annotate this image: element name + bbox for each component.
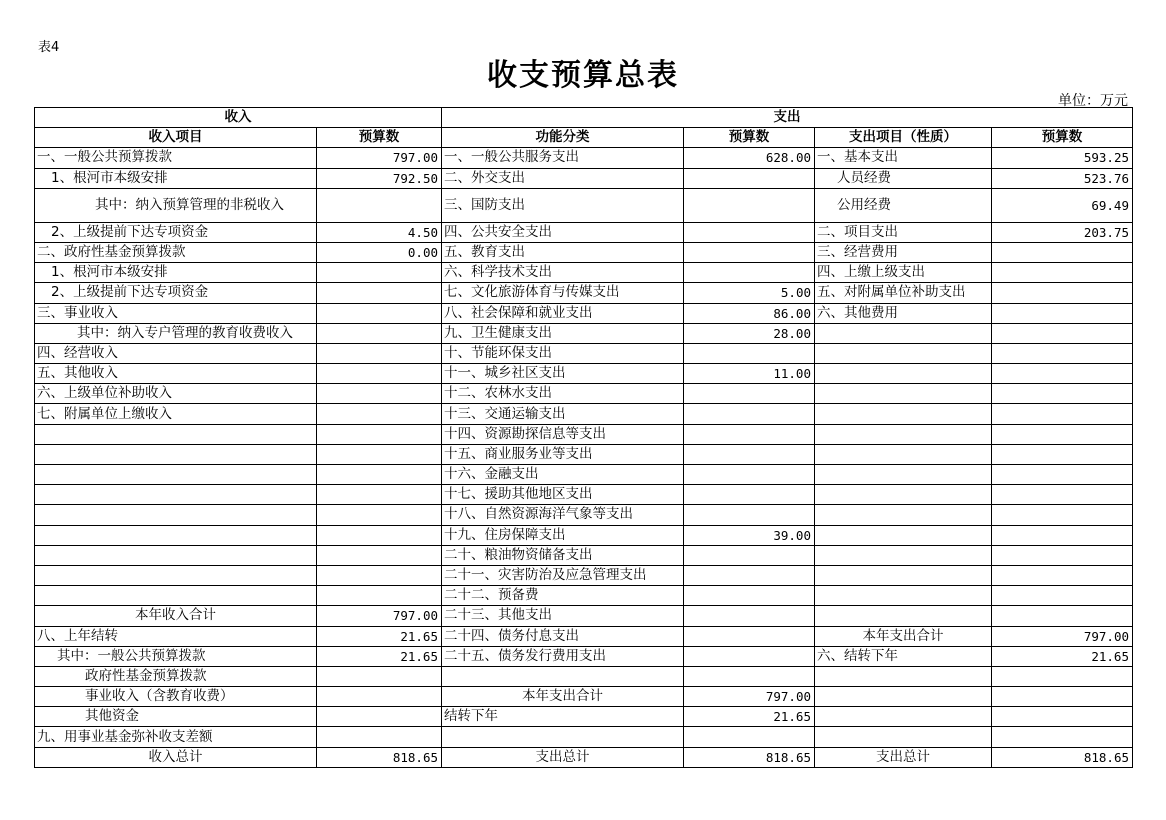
table-row: [35, 424, 1133, 444]
function-budget-cell: 5.00: [684, 283, 815, 303]
income-budget-cell: [317, 525, 442, 545]
expense-item-cell: [815, 707, 992, 727]
function-budget-cell: [684, 545, 815, 565]
income-budget-cell: [317, 465, 442, 485]
expense-budget-cell: 523.76: [992, 168, 1133, 188]
income-budget-cell: [317, 505, 442, 525]
table-row: [35, 687, 1133, 707]
expense-budget-cell: 21.65: [992, 646, 1133, 666]
function-budget-cell: [684, 586, 815, 606]
table-row: [35, 283, 1133, 303]
function-class-cell: 十九、住房保障支出: [442, 525, 684, 545]
function-class-cell: 二十、粮油物资储备支出: [442, 545, 684, 565]
expense-budget-cell: [992, 505, 1133, 525]
function-budget-cell: [684, 606, 815, 626]
expense-budget-cell: [992, 424, 1133, 444]
function-class-cell: 十二、农林水支出: [442, 384, 684, 404]
table-row: [35, 727, 1133, 747]
function-class-cell: 二十四、债务付息支出: [442, 626, 684, 646]
function-class-cell: [442, 727, 684, 747]
function-class-cell: 一、一般公共服务支出: [442, 148, 684, 168]
expense-budget-cell: [992, 565, 1133, 585]
income-item-cell: 收入总计: [35, 747, 317, 767]
expense-budget-cell: [992, 444, 1133, 464]
function-budget-cell: [684, 505, 815, 525]
expense-budget-cell: 69.49: [992, 188, 1133, 222]
function-budget-cell: 28.00: [684, 323, 815, 343]
function-class-cell: 八、社会保障和就业支出: [442, 303, 684, 323]
income-group-header: 收入: [35, 108, 442, 128]
table-row: [35, 384, 1133, 404]
income-budget-cell: [317, 444, 442, 464]
unit-label: 单位：万元: [1058, 93, 1128, 109]
income-item-cell: [35, 545, 317, 565]
expense-group-header: 支出: [442, 108, 1133, 128]
income-item-header: 收入项目: [35, 128, 317, 148]
table-row: [35, 505, 1133, 525]
income-budget-cell: [317, 424, 442, 444]
function-budget-cell: [684, 666, 815, 686]
function-class-cell: 结转下年: [442, 707, 684, 727]
table-row: [35, 747, 1133, 767]
function-class-cell: [442, 666, 684, 686]
expense-budget-cell: 593.25: [992, 148, 1133, 168]
function-budget-cell: [684, 565, 815, 585]
function-class-cell: 三、国防支出: [442, 188, 684, 222]
income-budget-cell: [317, 364, 442, 384]
income-item-cell: [35, 565, 317, 585]
income-budget-cell: 21.65: [317, 626, 442, 646]
table-row: [35, 465, 1133, 485]
expense-item-cell: [815, 364, 992, 384]
income-item-cell: [35, 424, 317, 444]
expense-item-cell: 六、结转下年: [815, 646, 992, 666]
income-budget-cell: [317, 188, 442, 222]
table-row: [35, 242, 1133, 262]
expense-item-cell: [815, 384, 992, 404]
function-class-cell: 十一、城乡社区支出: [442, 364, 684, 384]
expense-item-cell: 公用经费: [815, 188, 992, 222]
expense-budget-cell: [992, 485, 1133, 505]
income-item-cell: 本年收入合计: [35, 606, 317, 626]
expense-budget-cell: 203.75: [992, 222, 1133, 242]
expense-budget-cell: [992, 384, 1133, 404]
expense-item-cell: 五、对附属单位补助支出: [815, 283, 992, 303]
income-item-cell: 二、政府性基金预算拨款: [35, 242, 317, 262]
income-budget-cell: [317, 565, 442, 585]
table-row: [35, 565, 1133, 585]
table-row: [35, 303, 1133, 323]
function-class-cell: 二十三、其他支出: [442, 606, 684, 626]
expense-item-cell: [815, 545, 992, 565]
function-budget-cell: [684, 384, 815, 404]
expense-budget-cell: 818.65: [992, 747, 1133, 767]
income-item-cell: 四、经营收入: [35, 343, 317, 363]
income-item-cell: 事业收入（含教育收费）: [35, 687, 317, 707]
income-item-cell: 三、事业收入: [35, 303, 317, 323]
function-budget-cell: 86.00: [684, 303, 815, 323]
expense-item-cell: [815, 404, 992, 424]
function-budget-cell: 39.00: [684, 525, 815, 545]
income-budget-cell: [317, 707, 442, 727]
income-item-cell: 九、用事业基金弥补收支差额: [35, 727, 317, 747]
income-budget-cell: [317, 404, 442, 424]
expense-item-cell: [815, 505, 992, 525]
expense-item-cell: [815, 586, 992, 606]
income-budget-cell: [317, 283, 442, 303]
function-class-cell: 十七、援助其他地区支出: [442, 485, 684, 505]
income-budget-cell: [317, 303, 442, 323]
table-row: [35, 586, 1133, 606]
expense-budget-cell: [992, 586, 1133, 606]
function-budget-cell: [684, 404, 815, 424]
function-budget-cell: [684, 626, 815, 646]
expense-budget-cell: [992, 687, 1133, 707]
expense-budget-cell: [992, 465, 1133, 485]
income-item-cell: 1、根河市本级安排: [35, 263, 317, 283]
income-item-cell: [35, 586, 317, 606]
income-item-cell: 2、上级提前下达专项资金: [35, 222, 317, 242]
function-budget-cell: 21.65: [684, 707, 815, 727]
function-class-cell: 二十五、债务发行费用支出: [442, 646, 684, 666]
expense-item-cell: 四、上缴上级支出: [815, 263, 992, 283]
expense-budget-cell: [992, 364, 1133, 384]
function-budget-header: 预算数: [684, 128, 815, 148]
function-class-cell: 九、卫生健康支出: [442, 323, 684, 343]
table-group-header-row: [35, 108, 1133, 128]
table-row: [35, 485, 1133, 505]
table-row: [35, 263, 1133, 283]
income-budget-cell: 797.00: [317, 606, 442, 626]
table-row: [35, 148, 1133, 168]
expense-item-cell: [815, 485, 992, 505]
expense-item-cell: 三、经营费用: [815, 242, 992, 262]
table-row: [35, 646, 1133, 666]
expense-item-cell: [815, 323, 992, 343]
income-budget-header: 预算数: [317, 128, 442, 148]
expense-item-cell: 六、其他费用: [815, 303, 992, 323]
expense-item-cell: [815, 565, 992, 585]
expense-budget-cell: [992, 303, 1133, 323]
table-row: [35, 666, 1133, 686]
function-class-cell: 十八、自然资源海洋气象等支出: [442, 505, 684, 525]
expense-budget-cell: [992, 727, 1133, 747]
function-budget-cell: 11.00: [684, 364, 815, 384]
table-row: [35, 525, 1133, 545]
function-budget-cell: [684, 727, 815, 747]
expense-budget-header: 预算数: [992, 128, 1133, 148]
expense-item-cell: [815, 727, 992, 747]
income-item-cell: [35, 525, 317, 545]
function-class-cell: 五、教育支出: [442, 242, 684, 262]
income-item-cell: 八、上年结转: [35, 626, 317, 646]
function-class-cell: 十四、资源勘探信息等支出: [442, 424, 684, 444]
income-budget-cell: [317, 485, 442, 505]
income-budget-cell: 0.00: [317, 242, 442, 262]
expense-item-cell: 一、基本支出: [815, 148, 992, 168]
income-budget-cell: 797.00: [317, 148, 442, 168]
table-row: [35, 364, 1133, 384]
function-class-cell: 十五、商业服务业等支出: [442, 444, 684, 464]
income-budget-cell: 21.65: [317, 646, 442, 666]
table-row: [35, 188, 1133, 222]
function-class-cell: 六、科学技术支出: [442, 263, 684, 283]
income-budget-cell: [317, 687, 442, 707]
expense-budget-cell: [992, 666, 1133, 686]
expense-item-header: 支出项目（性质）: [815, 128, 992, 148]
expense-budget-cell: [992, 707, 1133, 727]
expense-item-cell: 二、项目支出: [815, 222, 992, 242]
income-budget-cell: [317, 323, 442, 343]
income-item-cell: 1、根河市本级安排: [35, 168, 317, 188]
income-item-cell: [35, 444, 317, 464]
income-budget-cell: [317, 384, 442, 404]
income-budget-cell: [317, 666, 442, 686]
function-budget-cell: [684, 168, 815, 188]
income-item-cell: 七、附属单位上缴收入: [35, 404, 317, 424]
function-class-cell: 十、节能环保支出: [442, 343, 684, 363]
table-column-header-row: [35, 128, 1133, 148]
function-budget-cell: [684, 424, 815, 444]
expense-item-cell: [815, 444, 992, 464]
income-item-cell: 政府性基金预算拨款: [35, 666, 317, 686]
income-budget-cell: [317, 727, 442, 747]
table-row: [35, 343, 1133, 363]
income-item-cell: 六、上级单位补助收入: [35, 384, 317, 404]
function-class-cell: 本年支出合计: [442, 687, 684, 707]
function-budget-cell: [684, 465, 815, 485]
expense-budget-cell: [992, 404, 1133, 424]
income-item-cell: 其中：纳入专户管理的教育收费收入: [35, 323, 317, 343]
function-budget-cell: [684, 242, 815, 262]
function-class-cell: 二十二、预备费: [442, 586, 684, 606]
function-class-cell: 十三、交通运输支出: [442, 404, 684, 424]
expense-budget-cell: [992, 263, 1133, 283]
function-class-cell: 七、文化旅游体育与传媒支出: [442, 283, 684, 303]
expense-budget-cell: 797.00: [992, 626, 1133, 646]
expense-item-cell: [815, 606, 992, 626]
expense-item-cell: [815, 525, 992, 545]
income-item-cell: 五、其他收入: [35, 364, 317, 384]
expense-budget-cell: [992, 606, 1133, 626]
page-title: 收支预算总表: [487, 58, 679, 93]
income-budget-cell: 818.65: [317, 747, 442, 767]
function-budget-cell: [684, 263, 815, 283]
table-row: [35, 626, 1133, 646]
function-budget-cell: [684, 343, 815, 363]
income-item-cell: 2、上级提前下达专项资金: [35, 283, 317, 303]
function-class-cell: 二十一、灾害防治及应急管理支出: [442, 565, 684, 585]
expense-budget-cell: [992, 242, 1133, 262]
expense-budget-cell: [992, 343, 1133, 363]
income-budget-cell: [317, 545, 442, 565]
function-budget-cell: [684, 222, 815, 242]
function-budget-cell: [684, 646, 815, 666]
income-budget-cell: [317, 343, 442, 363]
function-class-cell: 二、外交支出: [442, 168, 684, 188]
table-row: [35, 323, 1133, 343]
table-row: [35, 444, 1133, 464]
income-budget-cell: [317, 586, 442, 606]
expense-item-cell: 本年支出合计: [815, 626, 992, 646]
income-item-cell: 其中：纳入预算管理的非税收入: [35, 188, 317, 222]
table-row: [35, 404, 1133, 424]
function-class-cell: 四、公共安全支出: [442, 222, 684, 242]
income-item-cell: 一、一般公共预算拨款: [35, 148, 317, 168]
income-budget-cell: 4.50: [317, 222, 442, 242]
budget-summary-table: [34, 107, 1133, 768]
function-class-cell: 十六、金融支出: [442, 465, 684, 485]
expense-item-cell: [815, 343, 992, 363]
income-item-cell: 其中：一般公共预算拨款: [35, 646, 317, 666]
function-budget-cell: [684, 444, 815, 464]
function-budget-cell: [684, 485, 815, 505]
income-item-cell: [35, 485, 317, 505]
expense-item-cell: [815, 424, 992, 444]
expense-budget-cell: [992, 545, 1133, 565]
expense-item-cell: 人员经费: [815, 168, 992, 188]
income-budget-cell: [317, 263, 442, 283]
income-budget-cell: 792.50: [317, 168, 442, 188]
function-budget-cell: [684, 188, 815, 222]
function-budget-cell: 818.65: [684, 747, 815, 767]
income-item-cell: [35, 465, 317, 485]
table-row: [35, 606, 1133, 626]
function-budget-cell: 628.00: [684, 148, 815, 168]
function-budget-cell: 797.00: [684, 687, 815, 707]
income-item-cell: 其他资金: [35, 707, 317, 727]
expense-budget-cell: [992, 525, 1133, 545]
expense-item-cell: [815, 666, 992, 686]
table-row: [35, 545, 1133, 565]
expense-item-cell: [815, 687, 992, 707]
function-class-header: 功能分类: [442, 128, 684, 148]
table-row: [35, 707, 1133, 727]
income-item-cell: [35, 505, 317, 525]
expense-budget-cell: [992, 283, 1133, 303]
function-class-cell: 支出总计: [442, 747, 684, 767]
expense-item-cell: 支出总计: [815, 747, 992, 767]
expense-budget-cell: [992, 323, 1133, 343]
table-number-label: 表4: [38, 40, 60, 55]
table-row: [35, 222, 1133, 242]
table-row: [35, 168, 1133, 188]
expense-item-cell: [815, 465, 992, 485]
